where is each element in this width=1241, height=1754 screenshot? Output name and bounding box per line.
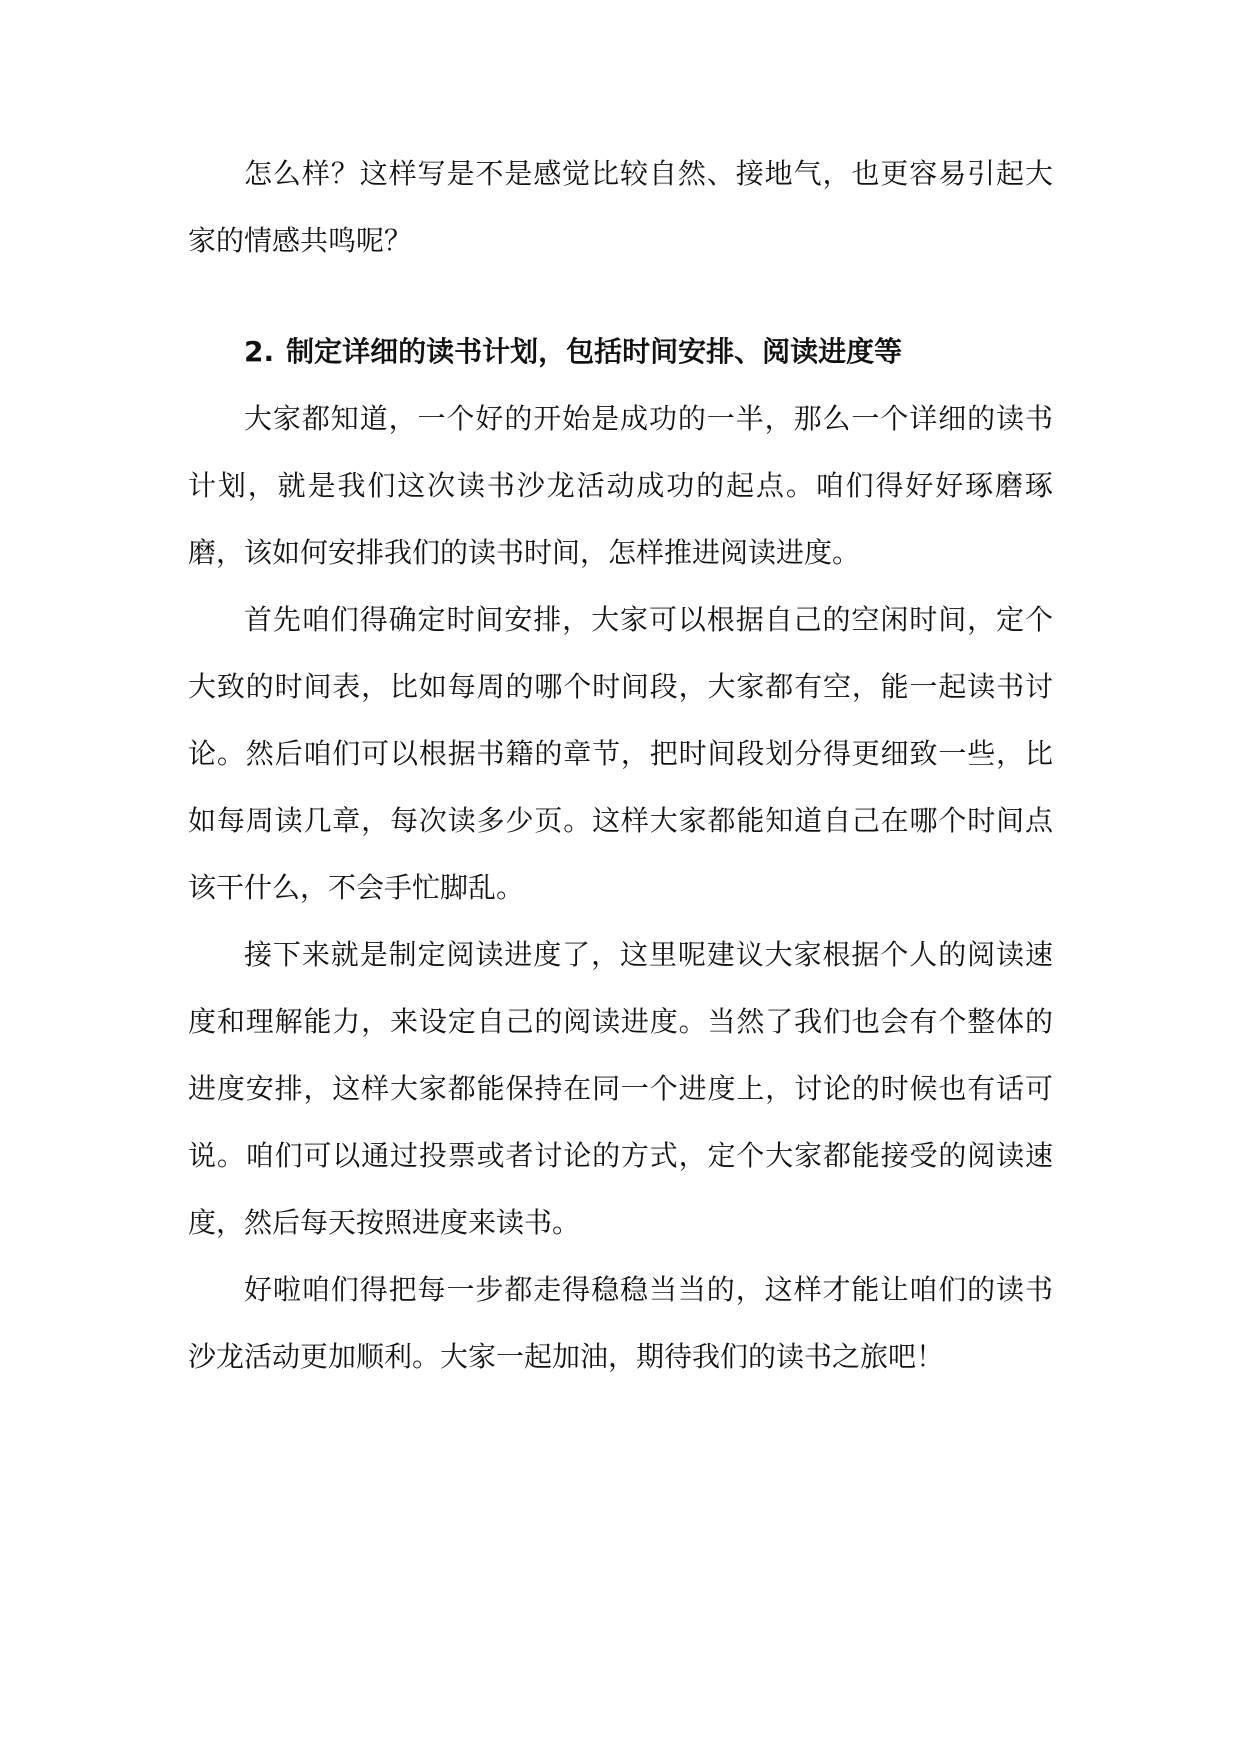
body-paragraph-2: 首先咱们得确定时间安排，大家可以根据自己的空闲时间，定个大致的时间表，比如每周的哪个时间段，大家都有空，能一起读书讨论。然后咱们可以根据书籍的章节，把时间段划分得更细致一些，比如每周读几章，每次读多少页。这样大家都能知道自己在哪个时间点该干什么，不会手忙脚乱。 [188, 603, 1053, 904]
section-title: 制定详细的读书计划，包括时间安排、阅读进度等 [286, 335, 903, 368]
intro-paragraph: 怎么样？这样写是不是感觉比较自然、接地气，也更容易引起大家的情感共鸣呢？ [188, 157, 1053, 257]
section-heading [188, 318, 1053, 385]
body-paragraph-1: 大家都知道，一个好的开始是成功的一半，那么一个详细的读书计划，就是我们这次读书沙龙活动成功的起点。咱们得好好琢磨琢磨，该如何安排我们的读书时间，怎样推进阅读进度。 [188, 402, 1053, 569]
body-paragraph-3: 接下来就是制定阅读进度了，这里呢建议大家根据个人的阅读速度和理解能力，来设定自己的阅读进度。当然了我们也会有个整体的进度安排，这样大家都能保持在同一个进度上，讨论的时候也有话可说。咱们可以通过投票或者讨论的方式，定个大家都能接受的阅读速度，然后每天按照进度来读书。 [188, 938, 1053, 1239]
section-number: 2. [244, 335, 275, 368]
body-paragraph-4: 好啦咱们得把每一步都走得稳稳当当的，这样才能让咱们的读书沙龙活动更加顺利。大家一起加油，期待我们的读书之旅吧！ [188, 1273, 1053, 1373]
document-page [188, 140, 1053, 1390]
